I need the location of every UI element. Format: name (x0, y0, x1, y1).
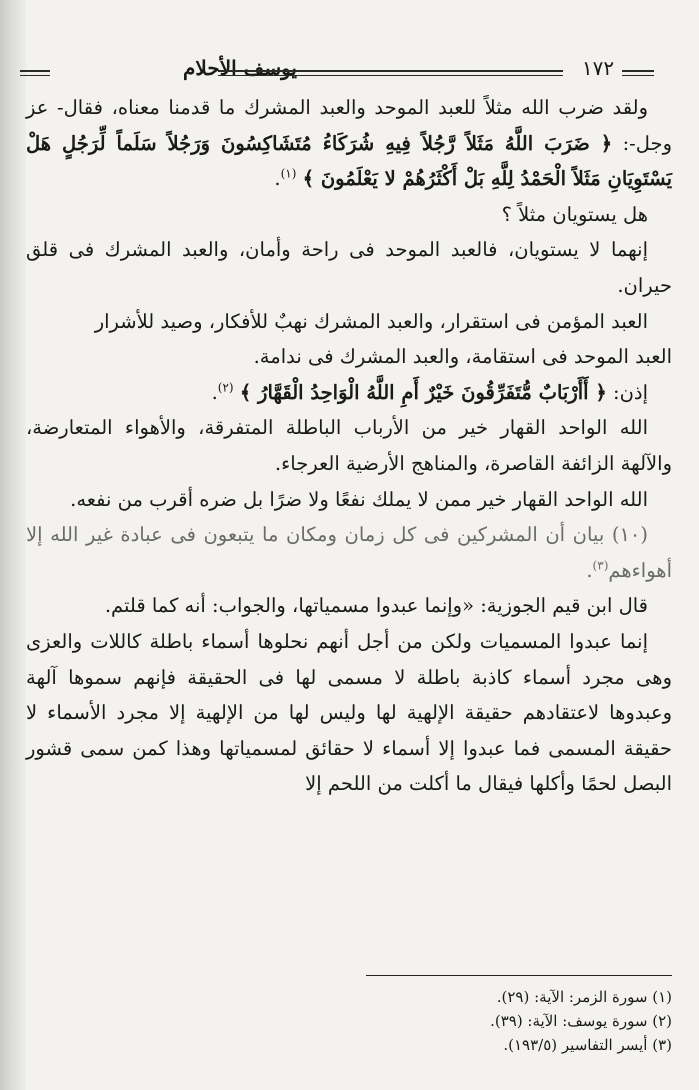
footnote-ref: (١) (280, 166, 297, 181)
header-rule-left (20, 70, 50, 76)
footnotes (26, 985, 672, 1057)
header-rule-right (622, 70, 654, 76)
quran-verse: ﴿ أَأَرْبَابٌ مُّتَفَرِّقُونَ خَيْرٌ أَمِ اللَّهُ الْوَاحِدُ الْقَهَّارُ ﴾ (239, 380, 607, 404)
page-body (26, 90, 672, 802)
running-title: يوسف الأحلام (183, 56, 297, 80)
paragraph: هل يستويان مثلاً ؟ (501, 202, 648, 226)
section-heading: (١٠) بيان أن المشركين فى كل زمان ومكان ما يتبعون فى عبادة غير الله إلا أهواءهم$^{(٣)}$. (26, 523, 672, 582)
paragraph: إذن: ﴿ أَأَرْبَابٌ مُّتَفَرِّقُونَ خَيْرٌ أَمِ اللَّهُ الْوَاحِدُ الْقَهَّارُ ﴾ $^{(٢)}$. (211, 380, 648, 404)
paragraph: الله الواحد القهار خير من الأرباب الباطلة المتفرقة، والأهواء المتعارضة، والآلهة الزائفة القاصرة، والمناهج الأرضية العرجاء. (26, 416, 672, 475)
page-number: ١٧٢ (581, 56, 615, 80)
paragraph: ولقد ضرب الله مثلاً للعبد الموحد والعبد المشرك ما قدمنا معناه، فقال- عز وجل-: ﴿ ضَرَبَ اللَّهُ مَثَلاً رَّجُلاً فِيهِ شُرَكَاءُ مُتَشَاكِسُونَ وَرَجُلاً سَلَماً لِّرَجُلٍ هَلْ يَسْتَوِيَانِ مَثَلاً الْحَمْدُ لِلَّهِ بَلْ أَكْثَرُهُمْ لا يَعْلَمُونَ ﴾ $^{(١)}$. (26, 96, 672, 191)
footnote-item: (١) سورة الزمر: الآية: (٢٩). (496, 988, 672, 1006)
paragraph: قال ابن قيم الجوزية: «وإنما عبدوا مسمياتها، والجواب: أنه كما قلتم. (104, 594, 648, 618)
footnote-item: (٣) أيسر التفاسير (١٩٣/٥). (503, 1036, 672, 1054)
paragraph: العبد المؤمن فى استقرار، والعبد المشرك نهبٌ للأفكار، وصيد للأشرار (94, 309, 648, 333)
header-rule-middle (218, 70, 563, 76)
footnote-divider (366, 975, 672, 976)
quran-verse: ﴿ ضَرَبَ اللَّهُ مَثَلاً رَّجُلاً فِيهِ شُرَكَاءُ مُتَشَاكِسُونَ وَرَجُلاً سَلَماً لِّرَجُلٍ هَلْ يَسْتَوِيَانِ مَثَلاً الْحَمْدُ لِلَّهِ بَلْ أَكْثَرُهُمْ لا يَعْلَمُونَ ﴾ (26, 131, 672, 191)
footnote-item: (٢) سورة يوسف: الآية: (٣٩). (490, 1012, 672, 1030)
paragraph: إنهما لا يستويان، فالعبد الموحد فى راحة وأمان، والعبد المشرك فى قلق حيران. (26, 238, 672, 297)
paragraph: الله الواحد القهار خير ممن لا يملك نفعًا ولا ضرًا بل ضره أقرب من نفعه. (70, 487, 648, 511)
running-header (20, 56, 672, 88)
page-gutter-shadow (0, 0, 26, 1090)
paragraph: العبد الموحد فى استقامة، والعبد المشرك فى ندامة. (253, 345, 672, 369)
footnote-ref: (٣) (592, 558, 609, 573)
footnote-ref: (٢) (217, 380, 234, 395)
paragraph: إنما عبدوا المسميات ولكن من أجل أنهم نحلوها أسماء باطلة كاللات والعزى وهى مجرد أسماء كاذبة باطلة لا مسمى لها فى الحقيقة فإنهم سموها آلهة وعبدوها لاعتقادهم حقيقة الإلهية لها وليس لها من الإلهية إلا مجرد الأسماء لا حقيقة المسمى فما عبدوا إلا أسماء لا حقائق لمسمياتها وهذا كمن سمى قشور البصل لحمًا وأكلها فيقال ما أكلت من اللحم إلا (26, 629, 672, 796)
